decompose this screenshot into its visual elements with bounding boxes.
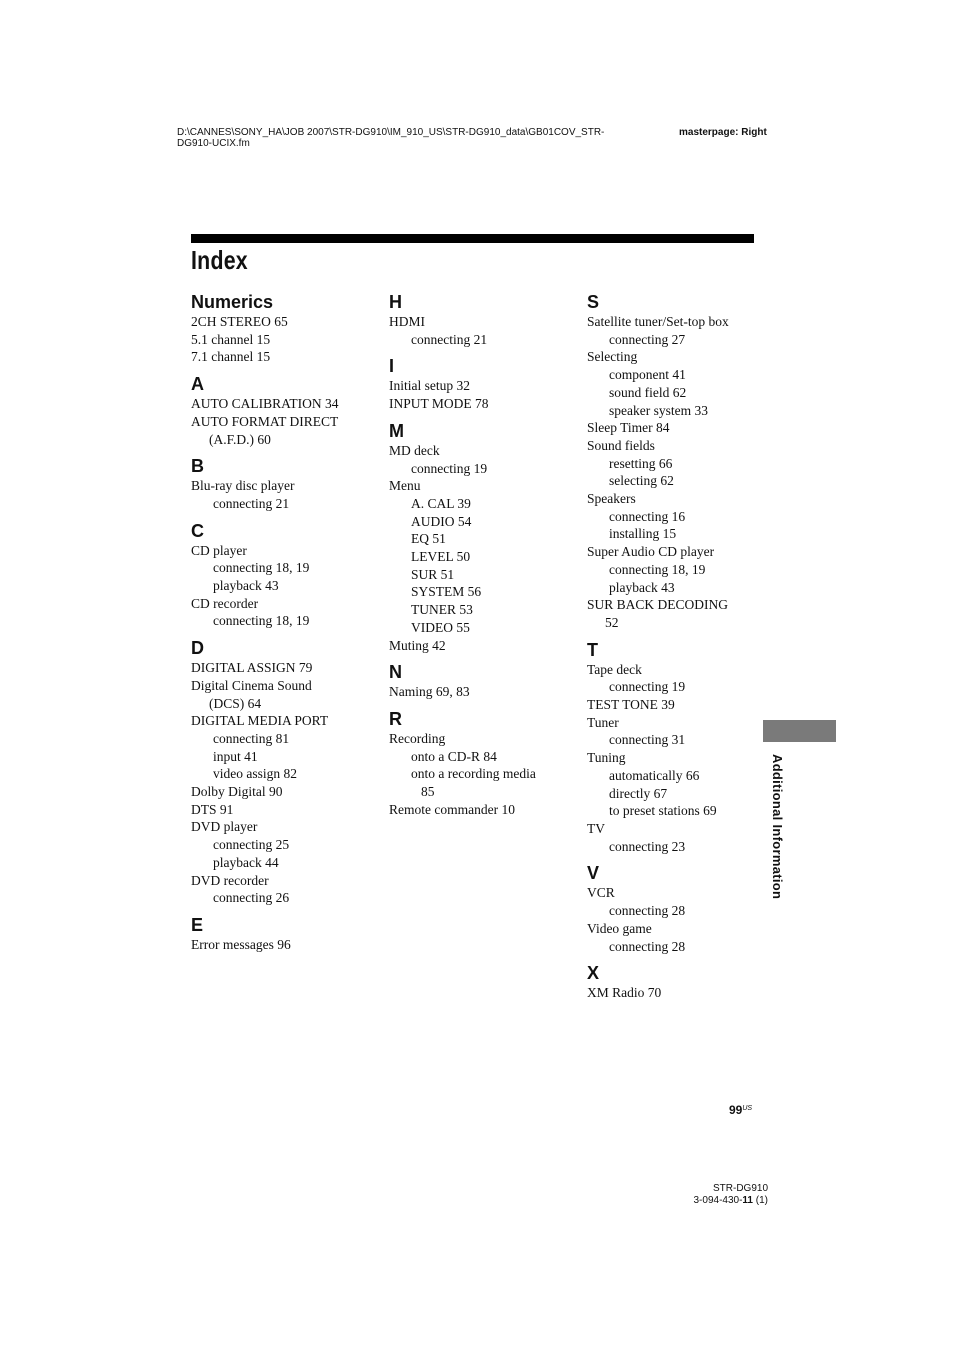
footer-model (683, 1183, 768, 1207)
section-tab-marker (763, 720, 836, 742)
index-entry: DIGITAL MEDIA PORT (191, 713, 329, 729)
section-heading: A (191, 374, 204, 395)
section-heading: X (587, 963, 600, 984)
index-subentry: 52 (605, 614, 619, 630)
index-subentry: onto a CD-R 84 (411, 748, 497, 764)
index-section (389, 420, 574, 654)
index-subentry: connecting 21 (213, 495, 290, 511)
index-subentry: connecting 81 (213, 730, 290, 746)
index-entry: Dolby Digital 90 (191, 784, 283, 800)
index-entry: Satellite tuner/Set-top box (587, 314, 729, 329)
file-path: D:\CANNES\SONY_HA\JOB 2007\STR-DG910\IM_910_US\STR-DG910_data\GB01COV_STR- DG910-UCIX.fm (177, 127, 605, 149)
index-section (191, 520, 376, 631)
index-section (587, 639, 762, 856)
section-heading: I (389, 356, 395, 377)
index-entry: Remote commander 10 (389, 801, 515, 817)
index-subentry: EQ 51 (411, 531, 446, 547)
index-section (389, 291, 574, 348)
section-tab-label: Additional Information (770, 754, 785, 900)
index-section (191, 291, 376, 366)
title-rule (191, 234, 754, 243)
index-subentry: input 41 (213, 748, 258, 764)
section-heading: Numerics (191, 292, 274, 312)
index-subentry: 85 (421, 784, 435, 800)
index-entry: DVD player (191, 819, 258, 835)
index-subentry: SYSTEM 56 (411, 584, 482, 600)
section-heading: V (587, 863, 600, 884)
index-entry: Naming 69, 83 (389, 684, 470, 700)
index-entry: TV (587, 820, 605, 836)
index-subentry: (DCS) 64 (209, 695, 262, 711)
index-section (587, 962, 762, 1002)
index-entry: 7.1 channel 15 (191, 349, 271, 365)
index-entry: XM Radio 70 (587, 985, 662, 1001)
index-column-2 (389, 291, 574, 825)
index-subentry: speaker system 33 (609, 402, 708, 418)
index-column-3 (587, 291, 762, 1009)
part-code-bold: 11 (742, 1195, 753, 1206)
index-column-1 (191, 291, 376, 961)
section-heading: N (389, 662, 402, 683)
index-subentry: automatically 66 (609, 767, 700, 783)
index-entry: Sleep Timer 84 (587, 420, 670, 436)
index-entry: Speakers (587, 491, 636, 507)
part-code-prefix: 3-094-430- (693, 1195, 743, 1206)
section-heading: C (191, 520, 204, 541)
index-subentry: LEVEL 50 (411, 549, 471, 565)
page-number-suffix: US (742, 1105, 753, 1112)
index-entry: AUTO FORMAT DIRECT (191, 413, 339, 429)
index-subentry: connecting 18, 19 (609, 561, 706, 577)
index-entry: Menu (389, 478, 421, 494)
index-entry: CD recorder (191, 595, 259, 611)
index-entry: Tuner (587, 714, 619, 730)
index-entry: INPUT MODE 78 (389, 396, 489, 412)
index-subentry: connecting 31 (609, 732, 686, 748)
index-entry: Initial setup 32 (389, 378, 470, 394)
section-heading: D (191, 638, 204, 659)
index-subentry: VIDEO 55 (411, 619, 470, 635)
index-subentry: installing 15 (609, 526, 677, 542)
index-entry: SUR BACK DECODING (587, 597, 729, 613)
index-entry: Error messages 96 (191, 936, 291, 952)
index-subentry: connecting 16 (609, 508, 686, 524)
section-heading: S (587, 292, 600, 312)
index-entry: Sound fields (587, 437, 655, 453)
index-subentry: connecting 18, 19 (213, 613, 310, 629)
index-subentry: SUR 51 (411, 566, 455, 582)
index-section (191, 455, 376, 512)
index-entry: Tuning (587, 750, 626, 766)
index-subentry: onto a recording media (411, 766, 536, 782)
index-entry: Blu-ray disc player (191, 478, 295, 494)
index-entry: Tape deck (587, 661, 642, 677)
index-entry: Super Audio CD player (587, 544, 715, 560)
index-subentry: playback 43 (609, 579, 675, 595)
page-title: Index (191, 245, 248, 275)
index-entry: MD deck (389, 442, 440, 458)
index-subentry: playback 44 (213, 854, 279, 870)
index-subentry: selecting 62 (609, 473, 674, 489)
index-section (191, 373, 376, 448)
index-subentry: video assign 82 (213, 766, 297, 782)
index-entry: DVD recorder (191, 872, 269, 888)
index-subentry: connecting 27 (609, 331, 686, 347)
index-entry: Muting 42 (389, 637, 446, 653)
index-entry: Selecting (587, 349, 638, 365)
index-entry: HDMI (389, 314, 425, 329)
index-section (191, 637, 376, 907)
index-entry: 2CH STEREO 65 (191, 314, 288, 329)
index-subentry: TUNER 53 (411, 602, 473, 618)
index-section (191, 914, 376, 954)
index-subentry: sound field 62 (609, 384, 687, 400)
index-subentry: connecting 19 (609, 679, 686, 695)
model-name: STR-DG910 (712, 1183, 768, 1194)
index-subentry: resetting 66 (609, 455, 673, 471)
index-section (389, 661, 574, 701)
index-section (587, 291, 762, 632)
index-subentry: connecting 28 (609, 938, 686, 954)
index-entry: AUTO CALIBRATION 34 (191, 396, 339, 412)
index-section (389, 355, 574, 412)
index-entry: Video game (587, 920, 652, 936)
section-heading: H (389, 292, 402, 312)
part-code-suffix: (1) (753, 1195, 768, 1206)
index-subentry: directly 67 (609, 785, 668, 801)
index-entry: VCR (587, 885, 615, 901)
index-subentry: AUDIO 54 (411, 513, 472, 529)
section-heading: M (389, 420, 404, 441)
index-entry: TEST TONE 39 (587, 697, 675, 713)
index-subentry: connecting 23 (609, 838, 686, 854)
index-entry: Digital Cinema Sound (191, 677, 312, 693)
index-subentry: A. CAL 39 (411, 495, 471, 511)
index-subentry: connecting 21 (411, 331, 488, 347)
index-entry: 5.1 channel 15 (191, 331, 271, 347)
index-section (587, 862, 762, 955)
index-entry: CD player (191, 542, 247, 558)
section-heading: R (389, 708, 402, 729)
section-heading: T (587, 639, 598, 660)
page-number (729, 1103, 752, 1117)
index-entry: Recording (389, 730, 446, 746)
page-number-value: 99 (729, 1103, 743, 1117)
index-subentry: connecting 19 (411, 460, 488, 476)
index-subentry: connecting 26 (213, 890, 290, 906)
index-subentry: playback 43 (213, 578, 279, 594)
index-subentry: to preset stations 69 (609, 803, 717, 819)
section-heading: B (191, 456, 204, 477)
index-entry: DTS 91 (191, 801, 234, 817)
index-section (389, 708, 574, 819)
part-code (683, 1195, 768, 1207)
index-subentry: connecting 28 (609, 903, 686, 919)
index-subentry: (A.F.D.) 60 (209, 431, 271, 447)
index-subentry: connecting 18, 19 (213, 560, 310, 576)
index-subentry: connecting 25 (213, 837, 290, 853)
index-entry: DIGITAL ASSIGN 79 (191, 660, 313, 676)
masterpage-label: masterpage: Right (679, 127, 767, 138)
section-heading: E (191, 914, 204, 935)
index-subentry: component 41 (609, 367, 686, 383)
